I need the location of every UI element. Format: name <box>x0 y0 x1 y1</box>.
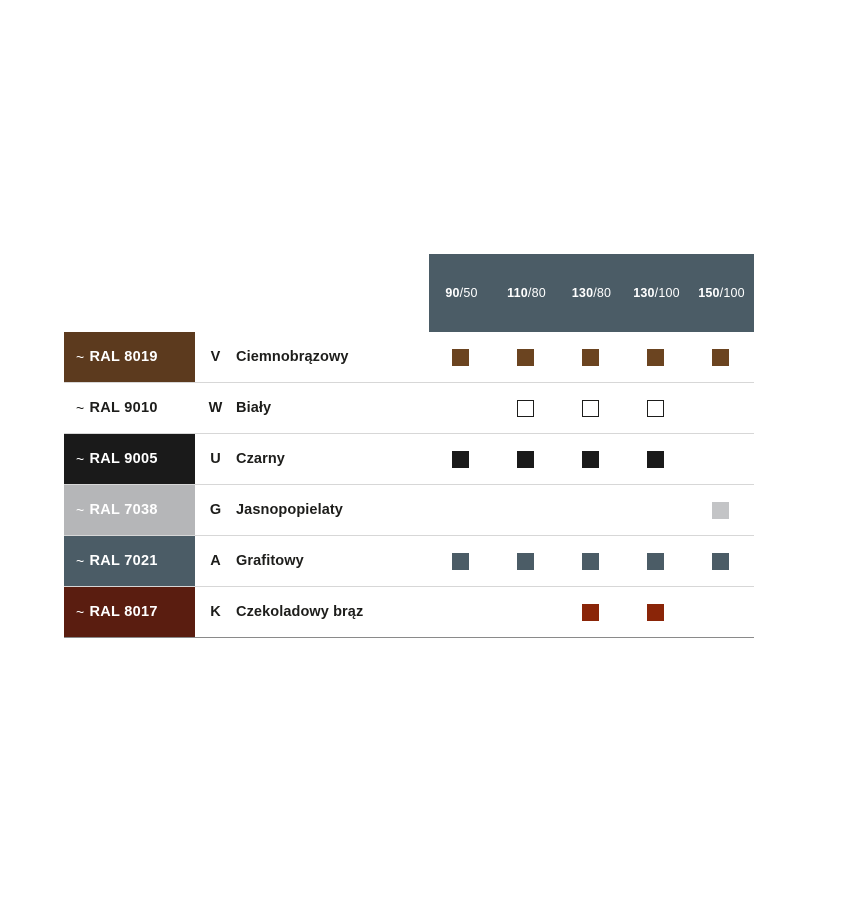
color-name: Czekoladowy brąz <box>236 604 364 620</box>
availability-cell <box>558 485 623 535</box>
empty-swatch-placeholder <box>712 400 729 417</box>
color-swatch-icon <box>647 400 664 417</box>
availability-cell <box>558 434 623 484</box>
color-swatch-icon <box>517 451 534 468</box>
tilde-symbol: ~ <box>76 451 85 467</box>
availability-cell <box>493 383 558 433</box>
color-swatch-icon <box>712 553 729 570</box>
column-header <box>624 286 689 300</box>
column-header <box>689 286 754 300</box>
availability-cell <box>688 332 753 382</box>
color-name: Ciemnobrązowy <box>236 349 349 365</box>
ral-code-text: RAL 7038 <box>89 502 158 518</box>
availability-cell <box>558 383 623 433</box>
availability-cell <box>623 536 688 586</box>
availability-cell <box>428 485 493 535</box>
column-header-sub: /100 <box>654 286 680 300</box>
availability-cell <box>623 332 688 382</box>
ral-code-text: RAL 8017 <box>89 604 158 620</box>
empty-swatch-placeholder <box>452 604 469 621</box>
column-header <box>559 286 624 300</box>
empty-swatch-placeholder <box>647 502 664 519</box>
color-letter-code: K <box>210 604 221 620</box>
ral-label <box>64 536 195 586</box>
table-row <box>64 383 754 434</box>
column-header-sub: /80 <box>593 286 612 300</box>
table-row <box>64 485 754 536</box>
table-header <box>429 254 754 332</box>
ral-label <box>64 485 195 535</box>
availability-cell <box>428 332 493 382</box>
color-swatch-icon <box>517 553 534 570</box>
availability-cell <box>623 383 688 433</box>
column-header-main: 150 <box>698 286 720 300</box>
column-header-main: 130 <box>633 286 655 300</box>
table-row <box>64 332 754 383</box>
ral-code-text: RAL 8019 <box>89 349 158 365</box>
column-header-main: 110 <box>507 286 528 300</box>
color-swatch-icon <box>517 349 534 366</box>
tilde-symbol: ~ <box>76 604 85 620</box>
empty-swatch-placeholder <box>452 400 469 417</box>
empty-swatch-placeholder <box>517 502 534 519</box>
color-letter-code: G <box>209 502 222 518</box>
color-swatch-icon <box>712 502 729 519</box>
column-header-main: 90 <box>445 286 460 300</box>
availability-cell <box>558 332 623 382</box>
color-swatch-icon <box>452 349 469 366</box>
color-name: Grafitowy <box>236 553 304 569</box>
color-availability-table <box>64 254 754 638</box>
color-swatch-icon <box>452 553 469 570</box>
color-swatch-icon <box>647 604 664 621</box>
tilde-symbol: ~ <box>76 502 85 518</box>
availability-cell <box>558 536 623 586</box>
table-row <box>64 434 754 485</box>
color-name: Czarny <box>236 451 285 467</box>
availability-cell <box>688 536 753 586</box>
availability-cell <box>623 434 688 484</box>
ral-label <box>64 587 195 637</box>
empty-swatch-placeholder <box>452 502 469 519</box>
empty-swatch-placeholder <box>712 604 729 621</box>
color-swatch-icon <box>517 400 534 417</box>
ral-label <box>64 434 195 484</box>
availability-cell <box>688 587 753 637</box>
color-swatch-icon <box>582 451 599 468</box>
availability-cell <box>493 485 558 535</box>
color-swatch-icon <box>582 400 599 417</box>
availability-cell <box>428 434 493 484</box>
color-swatch-icon <box>647 451 664 468</box>
column-header-main: 130 <box>571 286 594 300</box>
table-row <box>64 587 754 638</box>
empty-swatch-placeholder <box>712 451 729 468</box>
color-letter-code: V <box>210 349 221 365</box>
column-header-sub: /50 <box>459 286 478 300</box>
table-body <box>64 332 754 638</box>
ral-label <box>64 383 195 433</box>
availability-cell <box>428 587 493 637</box>
table-row <box>64 536 754 587</box>
color-swatch-icon <box>712 349 729 366</box>
availability-cell <box>688 434 753 484</box>
column-header <box>429 286 494 300</box>
color-swatch-icon <box>582 553 599 570</box>
color-swatch-icon <box>582 349 599 366</box>
color-swatch-icon <box>647 349 664 366</box>
availability-cell <box>558 587 623 637</box>
color-letter-code: A <box>210 553 221 569</box>
column-header-sub: /100 <box>719 286 745 300</box>
tilde-symbol: ~ <box>76 349 85 365</box>
availability-cell <box>428 536 493 586</box>
column-header <box>494 286 559 300</box>
color-letter-code: U <box>210 451 221 467</box>
availability-cell <box>623 485 688 535</box>
availability-cell <box>623 587 688 637</box>
ral-label <box>64 332 195 382</box>
availability-cell <box>493 536 558 586</box>
color-swatch-icon <box>452 451 469 468</box>
availability-cell <box>688 485 753 535</box>
ral-code-text: RAL 7021 <box>89 553 158 569</box>
color-swatch-icon <box>582 604 599 621</box>
empty-swatch-placeholder <box>517 604 534 621</box>
empty-swatch-placeholder <box>582 502 599 519</box>
availability-cell <box>493 587 558 637</box>
ral-code-text: RAL 9010 <box>89 400 158 416</box>
availability-cell <box>428 383 493 433</box>
color-letter-code: W <box>208 400 223 416</box>
column-header-sub: /80 <box>527 286 546 300</box>
color-swatch-icon <box>647 553 664 570</box>
availability-cell <box>688 383 753 433</box>
availability-cell <box>493 434 558 484</box>
tilde-symbol: ~ <box>76 553 85 569</box>
availability-cell <box>493 332 558 382</box>
ral-code-text: RAL 9005 <box>89 451 158 467</box>
color-name: Jasnopopielaty <box>236 502 343 518</box>
color-name: Biały <box>236 400 272 416</box>
tilde-symbol: ~ <box>76 400 85 416</box>
